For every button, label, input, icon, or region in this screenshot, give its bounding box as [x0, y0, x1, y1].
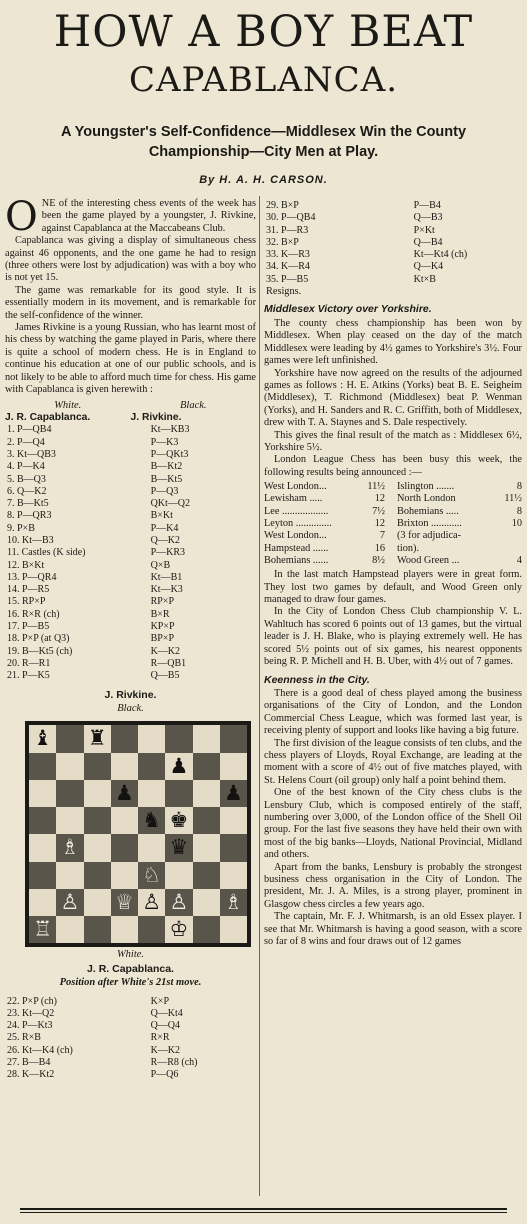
black-move: R—R8 (ch): [150, 1057, 198, 1069]
team-score: 8: [516, 505, 522, 517]
paragraph: NE of the interesting chess events of the week has been the game played by a youngster, J. Rivkine, against Capablanca at the Maccabeans Club.: [41, 198, 256, 234]
board-square: [84, 916, 111, 943]
paragraph: Capablanca was giving a display of simultaneous chess against 46 opponents, and the one game he had to resign (three others were lost by adjudication) was with a boy who is not yet 15.: [5, 235, 256, 284]
white-move: 8. P—QR3: [7, 510, 52, 522]
board-square: [193, 834, 220, 861]
white-move: 9. P×B: [7, 522, 35, 534]
white-pawn-icon: ♙: [165, 889, 192, 916]
white-move: 28. K—Kt2: [7, 1069, 55, 1081]
black-move: P—B4: [413, 200, 441, 211]
move-row: [5, 1045, 256, 1057]
move-row: [5, 621, 256, 633]
board-square: [84, 780, 111, 807]
result-away: [393, 518, 522, 530]
board-square: [56, 807, 83, 834]
team-name: North London: [397, 493, 456, 505]
board-square: [29, 889, 56, 916]
black-move: B—Kt5: [150, 473, 183, 485]
bottom-rule: [20, 1208, 507, 1210]
black-move: P—Q3: [150, 485, 179, 497]
white-move: 31. P—R3: [266, 224, 309, 236]
white-move: 15. RP×P: [7, 596, 46, 608]
white-queen-icon: ♕: [111, 889, 138, 916]
team-score: 7: [379, 530, 385, 542]
white-move: 3. Kt—QB3: [7, 448, 56, 460]
result-away: [393, 493, 522, 505]
move-row: [264, 237, 522, 249]
board-square: [84, 834, 111, 861]
result-home: [264, 493, 393, 505]
lead-paragraph: [5, 194, 256, 240]
move-row: [5, 437, 256, 449]
black-move: B×Kt: [150, 510, 173, 522]
diagram-bottom-color: White.: [116, 949, 145, 961]
move-row: [264, 200, 522, 212]
team-score: 12: [374, 493, 385, 505]
white-move: 30. P—QB4: [266, 212, 316, 224]
board-square: [111, 753, 138, 780]
result-home: [264, 518, 393, 530]
black-move: Q—K2: [150, 534, 181, 546]
paragraph: Yorkshire have now agreed on the results of the adjourned games as follows : H. E. Atkins (Yorks) beat B. E. Seigheim (Middlesex), T. Richmond (Middlesex) beat P. Wenman (Yorks), and H. Sanders and R. C. Griffith, both of Middlesex, drew with T. A. Staynes and S. Dale respectively.: [264, 367, 522, 429]
team-name: Leyton ..............: [264, 518, 332, 530]
black-move: Q—B4: [413, 236, 443, 248]
white-move: 11. Castles (K side): [7, 547, 86, 559]
board-square: [84, 807, 111, 834]
white-move: 14. P—R5: [7, 584, 50, 596]
white-move: 24. P—Kt3: [7, 1020, 53, 1032]
move-row: [5, 474, 256, 486]
move-row: [264, 261, 522, 273]
team-name: West London...: [264, 530, 327, 542]
board-square: [220, 807, 247, 834]
white-move: 20. R—R1: [7, 657, 51, 669]
team-name: Hampstead ......: [264, 542, 329, 554]
white-move: 5. B—Q3: [7, 473, 46, 485]
paragraph: James Rivkine is a young Russian, who has learnt most of his chess by watching the game played in Paris, where there is quite a school of modern chess. He is in England to continue his education at one of our public schools, and is not likely to be able to afford much time for chess. His game with Capablanca is given herewith :: [5, 322, 256, 396]
diagram-caption: Position after White's 21st move.: [59, 977, 202, 989]
white-move: 1. P—QB4: [7, 424, 52, 436]
white-move: 27. B—B4: [7, 1057, 51, 1069]
section-heading: Middlesex Victory over Yorkshire.: [264, 303, 432, 316]
resigns-note: Resigns.: [266, 286, 302, 298]
paragraph: There is a good deal of chess played among the business organisations of the City of London, and the London Commercial Chess League, which was formed last year, is receiving plenty of support and looks like having a big future.: [264, 687, 522, 737]
subheadline: A Youngster's Self-Confidence—Middlesex Win the County Championship—City Men at Play.: [60, 124, 467, 160]
white-king-icon: ♔: [165, 916, 192, 943]
move-row: [5, 996, 256, 1008]
black-move: P—Q6: [150, 1069, 179, 1081]
result-home: [264, 506, 393, 518]
team-name: West London...: [264, 481, 327, 493]
byline: By H. A. H. CARSON.: [199, 174, 328, 186]
board-square: [111, 725, 138, 752]
paragraph: One of the best known of the City chess clubs is the Lensbury Club, which is composed entirely of the staff, numbering over 3,000, of the London office of the Shell Oil group. For the last five seasons they have held their own with most of the big banks—Lloyds, National Provincial, Midland and others.: [264, 787, 522, 861]
moves-table: [5, 424, 256, 682]
drop-cap: O: [5, 194, 38, 240]
move-row: [5, 670, 256, 682]
board-square: [29, 834, 56, 861]
white-move: 19. B—Kt5 (ch): [7, 645, 73, 657]
board-square: [220, 834, 247, 861]
white-move: 33. K—R3: [266, 249, 310, 261]
move-row: [5, 1008, 256, 1020]
color-labels: [5, 400, 256, 412]
left-column: [5, 194, 256, 1082]
black-move: Q×B: [150, 559, 171, 571]
white-move: 26. Kt—K4 (ch): [7, 1044, 73, 1056]
black-king-icon: ♚: [165, 807, 192, 834]
move-row: [5, 461, 256, 473]
white-move: 18. P×P (at Q3): [7, 633, 70, 645]
white-pawn-icon: ♙: [56, 889, 83, 916]
move-row: [264, 249, 522, 261]
black-bishop-icon: ♝: [29, 725, 56, 752]
diagram-top-color: Black.: [117, 702, 144, 714]
board-square: [111, 862, 138, 889]
white-move: 2. P—Q4: [7, 436, 45, 448]
paragraph: London League Chess has been busy this week, the following results being announced :—: [264, 454, 522, 478]
move-row: [5, 584, 256, 596]
bottom-rule: [20, 1212, 507, 1213]
move-row: [5, 560, 256, 572]
board-square: [138, 725, 165, 752]
white-pawn-icon: ♙: [138, 889, 165, 916]
move-row: [5, 510, 256, 522]
board-square: [193, 862, 220, 889]
moves-table-continued: [5, 996, 256, 1082]
move-row: [5, 535, 256, 547]
move-row: [5, 1057, 256, 1069]
paragraph: In the City of London Chess Club championship V. L. Wahltuch has scored 6 points out of 13 games, but the virtual leader is J. H. Blake, who is playing extremely well. He has scored 5½ points out of six games, his nearest opponents being R. P. Michell and H. B. Uber, with 4½ out of 7 games.: [264, 606, 522, 668]
team-name: Bohemians ......: [264, 554, 329, 566]
black-pawn-icon: ♟: [220, 780, 247, 807]
black-player: J. Rivkine.: [130, 411, 182, 423]
board-square: [165, 780, 192, 807]
black-move: B—Kt2: [150, 461, 183, 473]
black-move: BP×P: [150, 633, 175, 645]
board-square: [193, 916, 220, 943]
team-score: 10: [511, 518, 522, 530]
board-square: [138, 834, 165, 861]
white-move: 34. K—R4: [266, 261, 310, 273]
result-home: [264, 543, 393, 555]
move-row: [5, 646, 256, 658]
team-score: 11½: [504, 493, 522, 505]
team-name: Islington .......: [397, 481, 455, 493]
diagram-bottom-player: J. R. Capablanca.: [87, 962, 174, 975]
black-move: P—QKt3: [150, 448, 189, 460]
result-away: [393, 555, 522, 567]
team-score: 8: [516, 481, 522, 493]
black-move: K—K2: [150, 645, 181, 657]
board-square: [220, 725, 247, 752]
white-move: 16. R×R (ch): [7, 608, 60, 620]
white-player: J. R. Capablanca.: [5, 411, 91, 423]
chess-board: [25, 721, 251, 947]
black-pawn-icon: ♟: [111, 780, 138, 807]
black-move: Q—B3: [413, 212, 443, 224]
move-row: [5, 596, 256, 608]
board-square: [193, 780, 220, 807]
board-square: [111, 916, 138, 943]
team-name: (3 for adjudica-: [397, 530, 462, 542]
white-bishop-icon: ♗: [220, 889, 247, 916]
result-away: [393, 543, 522, 555]
move-row: [264, 274, 522, 286]
board-square: [56, 862, 83, 889]
result-away: [393, 481, 522, 493]
black-move: R—QB1: [150, 657, 187, 669]
white-move: 17. P—B5: [7, 621, 50, 633]
black-move: Q—Q4: [150, 1020, 181, 1032]
team-name: Lewisham .....: [264, 493, 323, 505]
board-square: [56, 753, 83, 780]
move-row: [5, 424, 256, 436]
white-move: 12. B×Kt: [7, 559, 45, 571]
black-move: Q—Kt4: [150, 1007, 183, 1019]
board-square: [193, 753, 220, 780]
team-name: Wood Green ...: [397, 554, 460, 566]
black-move: K—K2: [150, 1044, 181, 1056]
white-label: White.: [54, 399, 82, 411]
black-move: P—KR3: [150, 547, 186, 559]
league-results: [264, 481, 522, 567]
board-square: [84, 889, 111, 916]
board-square: [29, 780, 56, 807]
board-square: [56, 725, 83, 752]
paragraph: The county chess championship has been won by Middlesex. When play ceased on the day of the match Middlesex were leading by 4½ games to Yorkshire's 3½. Four games were left unfinished.: [264, 317, 522, 367]
move-row: [5, 609, 256, 621]
white-move: 10. Kt—B3: [7, 534, 54, 546]
black-move: KP×P: [150, 621, 175, 633]
white-move: 23. Kt—Q2: [7, 1007, 55, 1019]
team-name: Lee ..................: [264, 505, 329, 517]
move-row: [5, 449, 256, 461]
board-square: [138, 753, 165, 780]
move-row: [5, 486, 256, 498]
black-queen-icon: ♛: [165, 834, 192, 861]
paragraph: The first division of the league consists of ten clubs, and the chess players of Lloyds, Royal Exchange, are leading at the moment with a score of 4½ out of five matches played, with St. Helens Court (oil group) only half a point behind them.: [264, 737, 522, 786]
black-move: R×R: [150, 1032, 170, 1044]
headline: HOW A BOY BEAT: [53, 7, 474, 57]
team-name: Bohemians .....: [397, 505, 459, 517]
move-row: [5, 523, 256, 535]
move-row: [5, 1020, 256, 1032]
right-column: [264, 200, 522, 948]
paragraph: The game was remarkable for its good style. It is essentially modern in its movement, and is remarkable for the self-confidence of the winner.: [5, 284, 256, 321]
black-move: Kt×B: [413, 273, 436, 285]
black-move: K×P: [150, 995, 170, 1007]
white-move: 6. Q—K2: [7, 485, 47, 497]
moves-table-final: [264, 200, 522, 286]
white-move: 22. P×P (ch): [7, 995, 57, 1007]
move-row: [264, 212, 522, 224]
result-home: [264, 481, 393, 493]
result-away: [393, 506, 522, 518]
chess-diagram: [25, 721, 256, 947]
black-move: RP×P: [150, 596, 175, 608]
black-move: Kt—KB3: [150, 424, 190, 436]
move-row: [264, 225, 522, 237]
black-label: Black.: [179, 399, 207, 411]
white-rook-icon: ♖: [29, 916, 56, 943]
player-names: [5, 412, 256, 424]
black-move: Q—K4: [413, 261, 444, 273]
board-square: [29, 862, 56, 889]
result-home: [264, 530, 393, 542]
board-square: [220, 916, 247, 943]
move-row: [5, 498, 256, 510]
white-move: 4. P—K4: [7, 461, 45, 473]
white-move: 25. R×B: [7, 1032, 41, 1044]
diagram-top-player: J. Rivkine.: [104, 688, 157, 701]
result-home: [264, 555, 393, 567]
board-square: [165, 725, 192, 752]
white-move: 32. B×P: [266, 236, 299, 248]
black-move: P×Kt: [413, 224, 435, 236]
board-square: [193, 889, 220, 916]
move-row: [5, 1032, 256, 1044]
board-square: [56, 916, 83, 943]
move-row: [5, 658, 256, 670]
board-square: [165, 862, 192, 889]
black-move: Kt—B1: [150, 571, 183, 583]
paragraph: This gives the final result of the match as : Middlesex 6½, Yorkshire 5½.: [264, 429, 522, 453]
team-name: Brixton ............: [397, 518, 462, 530]
paragraph: Apart from the banks, Lensbury is probably the strongest business chess organisation in the City of London. The president, Mr. J. A. Miles, is a strong player, prominent in Glasgow chess circles a few years ago.: [264, 861, 522, 910]
white-move: 7. B—Kt5: [7, 498, 49, 510]
team-score: 7½: [372, 505, 385, 517]
white-bishop-icon: ♗: [56, 834, 83, 861]
result-away: [393, 530, 522, 542]
black-rook-icon: ♜: [84, 725, 111, 752]
move-row: [5, 572, 256, 584]
black-move: Kt—K3: [150, 584, 183, 596]
move-row: [5, 547, 256, 559]
board-square: [220, 753, 247, 780]
team-score: 11½: [367, 481, 385, 493]
white-move: 29. B×P: [266, 200, 299, 211]
board-square: [193, 807, 220, 834]
move-row: [5, 633, 256, 645]
team-score: 4: [516, 554, 522, 566]
black-move: B×R: [150, 608, 170, 620]
board-square: [84, 753, 111, 780]
board-square: [220, 862, 247, 889]
black-pawn-icon: ♟: [165, 753, 192, 780]
board-square: [111, 834, 138, 861]
paragraph: The captain, Mr. F. J. Whitmarsh, is an old Essex player. I see that Mr. Whitmarsh is having a good season, with a score so far of 8 wins and four draws out of 12 games: [264, 911, 522, 948]
board-square: [56, 780, 83, 807]
board-square: [138, 916, 165, 943]
white-move: 35. P—B5: [266, 273, 309, 285]
black-knight-icon: ♞: [138, 807, 165, 834]
black-move: Kt—Kt4 (ch): [413, 249, 468, 261]
board-square: [29, 807, 56, 834]
white-move: 13. P—QR4: [7, 571, 57, 583]
paragraph: In the last match Hampstead players were in great form. They lost two games by default, and Wood Green only managed to draw four games.: [264, 569, 522, 606]
white-knight-icon: ♘: [138, 862, 165, 889]
team-score: 12: [374, 518, 385, 530]
move-row: [5, 1069, 256, 1081]
section-heading: Keenness in the City.: [264, 673, 370, 686]
team-score: 16: [374, 542, 385, 554]
black-move: P—K3: [150, 436, 179, 448]
board-square: [84, 862, 111, 889]
black-move: Q—B5: [150, 670, 180, 682]
white-move: 21. P—K5: [7, 670, 50, 682]
column-divider: [259, 196, 260, 1196]
black-move: QKt—Q2: [150, 498, 191, 510]
board-square: [138, 780, 165, 807]
headline-line-2: CAPABLANCA.: [128, 60, 399, 100]
black-move: P—K4: [150, 522, 179, 534]
team-name: tion).: [397, 542, 420, 554]
board-square: [29, 753, 56, 780]
board-square: [111, 807, 138, 834]
team-score: 8½: [372, 554, 385, 566]
board-square: [193, 725, 220, 752]
